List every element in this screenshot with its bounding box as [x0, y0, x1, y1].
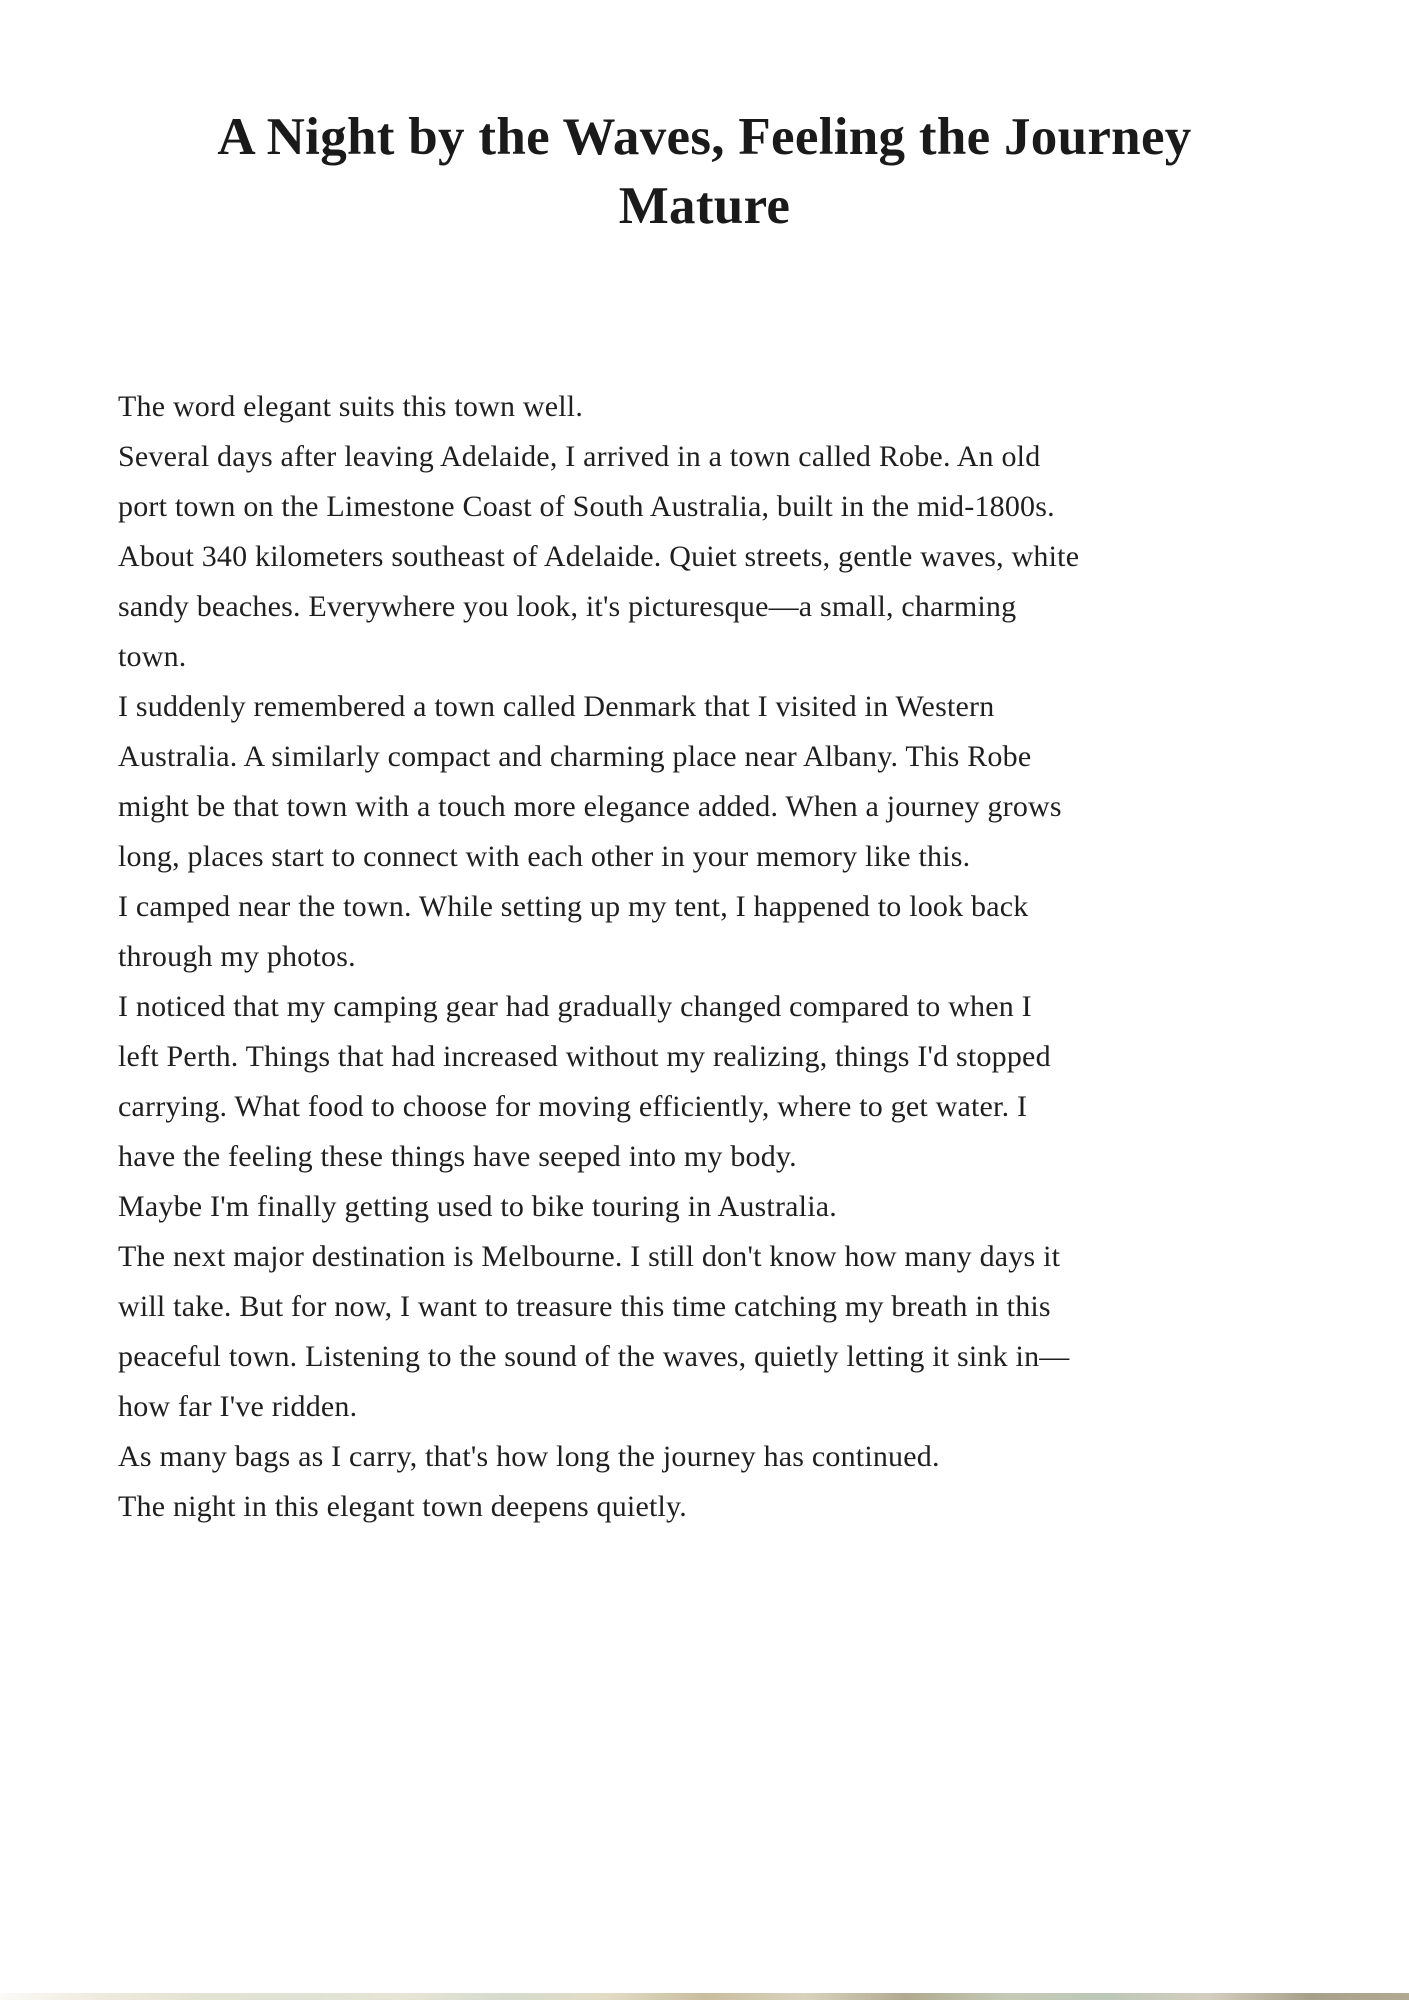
text-line: left Perth. Things that had increased without my realizing, things I'd stopped [118, 1040, 1051, 1073]
text-line: The next major destination is Melbourne. I still don't know how many days it [118, 1240, 1061, 1273]
text-line: port town on the Limestone Coast of South Australia, built in the mid-1800s. [118, 490, 1055, 523]
text-line: Australia. A similarly compact and charming place near Albany. This Robe [118, 740, 1032, 773]
article-title [0, 103, 1409, 241]
text-line: I camped near the town. While setting up my tent, I happened to look back [118, 890, 1029, 923]
text-line: The night in this elegant town deepens quietly. [118, 1490, 687, 1523]
text-line: how far I've ridden. [118, 1390, 358, 1423]
text-line: carrying. What food to choose for moving efficiently, where to get water. I [118, 1090, 1028, 1123]
text-line: As many bags as I carry, that's how long the journey has continued. [118, 1440, 940, 1473]
text-line: might be that town with a touch more elegance added. When a journey grows [118, 790, 1062, 823]
text-line: The word elegant suits this town well. [118, 390, 584, 423]
text-line: town. [118, 640, 187, 673]
text-line: sandy beaches. Everywhere you look, it's picturesque—a small, charming [118, 590, 1017, 623]
text-line: I suddenly remembered a town called Denmark that I visited in Western [118, 690, 995, 723]
text-line: Maybe I'm finally getting used to bike touring in Australia. [118, 1190, 837, 1223]
text-line: Several days after leaving Adelaide, I arrived in a town called Robe. An old [118, 440, 1041, 473]
text-line: long, places start to connect with each other in your memory like this. [118, 840, 971, 873]
text-line: through my photos. [118, 940, 356, 973]
text-line: I noticed that my camping gear had gradually changed compared to when I [118, 990, 1032, 1023]
text-line: Mature [618, 177, 791, 235]
photo-strip-edge [0, 1993, 1409, 2000]
text-line: will take. But for now, I want to treasure this time catching my breath in this [118, 1290, 1051, 1323]
text-line: peaceful town. Listening to the sound of the waves, quietly letting it sink in— [118, 1340, 1070, 1373]
text-line: have the feeling these things have seeped into my body. [118, 1140, 797, 1173]
article-body [118, 382, 1318, 1532]
text-line: A Night by the Waves, Feeling the Journey [217, 108, 1192, 166]
text-line: About 340 kilometers southeast of Adelaide. Quiet streets, gentle waves, white [118, 540, 1080, 573]
